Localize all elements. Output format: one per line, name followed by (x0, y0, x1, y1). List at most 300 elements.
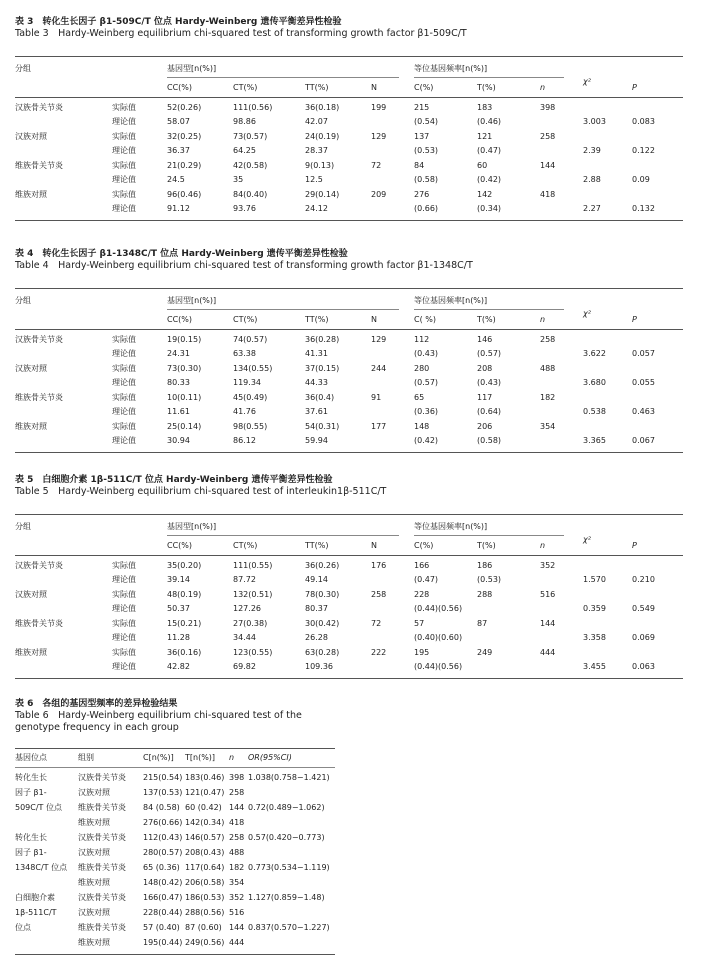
table-rule (15, 555, 683, 556)
actual-tt: 63(0.28) (305, 648, 340, 657)
row-n: 182 (229, 863, 245, 872)
actual-c: 166 (414, 561, 430, 570)
actual-tt: 24(0.19) (305, 132, 340, 141)
actual-n1: 177 (371, 422, 387, 431)
row-group: 维族骨关节炎 (78, 923, 126, 932)
actual-tt: 37(0.15) (305, 364, 340, 373)
row-n: 352 (229, 893, 245, 902)
row-t: 206(0.58) (185, 878, 225, 887)
actual-c: 228 (414, 590, 430, 599)
theory-t: (0.57) (477, 349, 502, 358)
row-n: 418 (229, 818, 245, 827)
theory-c: (0.40)(0.60) (414, 633, 463, 642)
header-ct: CT(%) (233, 315, 258, 324)
theory-ct: 34.44 (233, 633, 256, 642)
table-rule (15, 767, 335, 768)
header-allele: 等位基因频率[n(%)] (414, 522, 488, 531)
header-p: P (632, 83, 637, 92)
actual-ct: 73(0.57) (233, 132, 268, 141)
row-c: 166(0.47) (143, 893, 183, 902)
actual-n1: 222 (371, 648, 387, 657)
actual-ct: 98(0.55) (233, 422, 268, 431)
row-t: 121(0.47) (185, 788, 225, 797)
theory-tt: 109.36 (305, 662, 333, 671)
actual-c: 280 (414, 364, 430, 373)
theory-t: (0.46) (477, 117, 502, 126)
row-c: 148(0.42) (143, 878, 183, 887)
group-name: 汉族对照 (15, 590, 47, 599)
actual-t: 121 (477, 132, 493, 141)
theory-cc: 58.07 (167, 117, 190, 126)
row-label-theory: 理论值 (112, 378, 136, 387)
row-t: 60 (0.42) (185, 803, 222, 812)
actual-cc: 48(0.19) (167, 590, 202, 599)
actual-ct: 123(0.55) (233, 648, 273, 657)
theory-chi: 2.27 (583, 204, 601, 213)
actual-t: 117 (477, 393, 493, 402)
header-t: T(%) (477, 83, 496, 92)
theory-tt: 59.94 (305, 436, 328, 445)
table-rule (15, 220, 683, 221)
theory-tt: 26.28 (305, 633, 328, 642)
row-locus: 转化生长 (15, 773, 47, 782)
theory-t: (0.43) (477, 378, 502, 387)
header-genotype: 基因型[n(%)] (167, 296, 217, 305)
table-rule (167, 77, 399, 78)
actual-t: 206 (477, 422, 493, 431)
theory-ct: 127.26 (233, 604, 261, 613)
header-ct: CT(%) (233, 83, 258, 92)
row-n: 144 (229, 923, 245, 932)
theory-c: (0.36) (414, 407, 439, 416)
row-n: 258 (229, 833, 245, 842)
row-t: 142(0.34) (185, 818, 225, 827)
row-label-actual: 实际值 (112, 648, 136, 657)
theory-c: (0.47) (414, 575, 439, 584)
actual-c: 195 (414, 648, 430, 657)
theory-chi: 0.538 (583, 407, 606, 416)
table-rule (414, 309, 564, 310)
row-label-theory: 理论值 (112, 349, 136, 358)
row-n: 258 (229, 788, 245, 797)
actual-n2: 418 (540, 190, 556, 199)
row-n: 444 (229, 938, 245, 947)
table-caption-en: Table 6 Hardy-Weinberg equilibrium chi-squared test of the (15, 710, 302, 721)
actual-tt: 54(0.31) (305, 422, 340, 431)
theory-cc: 11.28 (167, 633, 190, 642)
row-label-actual: 实际值 (112, 364, 136, 373)
theory-cc: 24.5 (167, 175, 185, 184)
table-rule (15, 678, 683, 679)
theory-p: 0.210 (632, 575, 655, 584)
actual-c: 84 (414, 161, 425, 170)
row-t: 183(0.46) (185, 773, 225, 782)
header-allele: 等位基因频率[n(%)] (414, 296, 488, 305)
actual-n1: 72 (371, 619, 382, 628)
header-c: C[n(%)] (143, 753, 174, 762)
table-rule (15, 514, 683, 515)
group-name: 维族骨关节炎 (15, 393, 63, 402)
actual-n2: 144 (540, 619, 556, 628)
row-t: 208(0.43) (185, 848, 225, 857)
theory-cc: 80.33 (167, 378, 190, 387)
header-chi-square: χ² (583, 535, 591, 544)
table-rule (167, 535, 399, 536)
row-label-theory: 理论值 (112, 204, 136, 213)
header-genotype: 基因型[n(%)] (167, 522, 217, 531)
actual-cc: 15(0.21) (167, 619, 202, 628)
actual-cc: 19(0.15) (167, 335, 202, 344)
row-locus: 1348C/T 位点 (15, 863, 68, 872)
row-c: 228(0.44) (143, 908, 183, 917)
row-c: 195(0.44) (143, 938, 183, 947)
actual-ct: 132(0.51) (233, 590, 273, 599)
row-label-theory: 理论值 (112, 117, 136, 126)
header-n1: N (371, 315, 377, 324)
row-group: 汉族对照 (78, 848, 110, 857)
actual-c: 276 (414, 190, 430, 199)
group-name: 汉族骨关节炎 (15, 335, 63, 344)
row-label-theory: 理论值 (112, 662, 136, 671)
row-label-actual: 实际值 (112, 335, 136, 344)
row-label-theory: 理论值 (112, 436, 136, 445)
row-label-theory: 理论值 (112, 407, 136, 416)
row-group: 维族骨关节炎 (78, 863, 126, 872)
theory-ct: 86.12 (233, 436, 256, 445)
theory-p: 0.09 (632, 175, 650, 184)
row-n: 516 (229, 908, 245, 917)
actual-t: 183 (477, 103, 493, 112)
actual-tt: 36(0.26) (305, 561, 340, 570)
row-label-actual: 实际值 (112, 590, 136, 599)
actual-t: 146 (477, 335, 493, 344)
theory-c: (0.43) (414, 349, 439, 358)
actual-ct: 42(0.58) (233, 161, 268, 170)
row-label-theory: 理论值 (112, 575, 136, 584)
row-or: 0.72(0.489−1.062) (248, 803, 325, 812)
group-name: 维族对照 (15, 648, 47, 657)
header-n1: N (371, 83, 377, 92)
group-name: 维族对照 (15, 190, 47, 199)
actual-cc: 52(0.26) (167, 103, 202, 112)
header-or: OR(95%CI) (248, 753, 292, 762)
table-rule (15, 288, 683, 289)
theory-p: 0.055 (632, 378, 655, 387)
theory-chi: 2.39 (583, 146, 601, 155)
table-6 (15, 698, 335, 966)
theory-p: 0.132 (632, 204, 655, 213)
row-label-theory: 理论值 (112, 146, 136, 155)
table-rule (167, 309, 399, 310)
row-group: 维族对照 (78, 878, 110, 887)
table-4 (15, 248, 683, 462)
actual-ct: 111(0.56) (233, 103, 273, 112)
table-caption-zh: 表 4 转化生长因子 β1-1348C/T 位点 Hardy-Weinberg 遗传平衡差异性检验 (15, 249, 348, 259)
row-c: 65 (0.36) (143, 863, 180, 872)
table-rule (15, 954, 335, 955)
actual-t: 249 (477, 648, 493, 657)
theory-ct: 119.34 (233, 378, 261, 387)
row-n: 354 (229, 878, 245, 887)
row-group: 汉族骨关节炎 (78, 833, 126, 842)
actual-n1: 199 (371, 103, 387, 112)
theory-c: (0.57) (414, 378, 439, 387)
row-or: 0.773(0.534−1.119) (248, 863, 330, 872)
table-3 (15, 16, 683, 230)
group-name: 汉族对照 (15, 364, 47, 373)
table-caption-zh: 表 3 转化生长因子 β1-509C/T 位点 Hardy-Weinberg 遗传平衡差异性检验 (15, 17, 342, 27)
actual-ct: 74(0.57) (233, 335, 268, 344)
row-label-actual: 实际值 (112, 422, 136, 431)
actual-t: 288 (477, 590, 493, 599)
actual-c: 112 (414, 335, 430, 344)
theory-tt: 44.33 (305, 378, 328, 387)
actual-tt: 36(0.18) (305, 103, 340, 112)
theory-tt: 12.5 (305, 175, 323, 184)
theory-p: 0.057 (632, 349, 655, 358)
theory-chi: 0.359 (583, 604, 606, 613)
row-t: 288(0.56) (185, 908, 225, 917)
row-label-theory: 理论值 (112, 175, 136, 184)
row-locus: 转化生长 (15, 833, 47, 842)
actual-t: 186 (477, 561, 493, 570)
actual-cc: 36(0.16) (167, 648, 202, 657)
header-cc: CC(%) (167, 315, 193, 324)
actual-c: 57 (414, 619, 425, 628)
theory-cc: 42.82 (167, 662, 190, 671)
table-caption-en-line2: genotype frequency in each group (15, 722, 179, 733)
row-group: 汉族骨关节炎 (78, 893, 126, 902)
theory-t: (0.47) (477, 146, 502, 155)
header-chi-square: χ² (583, 77, 591, 86)
header-t: T(%) (477, 541, 496, 550)
row-locus: 509C/T 位点 (15, 803, 62, 812)
theory-p: 0.067 (632, 436, 655, 445)
actual-n2: 258 (540, 335, 556, 344)
actual-tt: 9(0.13) (305, 161, 335, 170)
actual-cc: 96(0.46) (167, 190, 202, 199)
actual-n1: 176 (371, 561, 387, 570)
group-name: 汉族骨关节炎 (15, 561, 63, 570)
theory-chi: 2.88 (583, 175, 601, 184)
theory-cc: 30.94 (167, 436, 190, 445)
row-c: 280(0.57) (143, 848, 183, 857)
row-locus: 1β-511C/T (15, 908, 57, 917)
theory-t: (0.42) (477, 175, 502, 184)
theory-c: (0.66) (414, 204, 439, 213)
actual-ct: 84(0.40) (233, 190, 268, 199)
theory-c: (0.53) (414, 146, 439, 155)
row-t: 87 (0.60) (185, 923, 222, 932)
header-c: C(%) (414, 541, 434, 550)
actual-tt: 29(0.14) (305, 190, 340, 199)
actual-n1: 91 (371, 393, 382, 402)
header-n: n (229, 753, 235, 762)
theory-p: 0.063 (632, 662, 655, 671)
group-name: 汉族骨关节炎 (15, 103, 63, 112)
theory-chi: 3.358 (583, 633, 606, 642)
row-label-actual: 实际值 (112, 619, 136, 628)
row-t: 249(0.56) (185, 938, 225, 947)
header-p: P (632, 315, 637, 324)
header-tt: TT(%) (305, 83, 329, 92)
row-group: 汉族骨关节炎 (78, 773, 126, 782)
actual-cc: 73(0.30) (167, 364, 202, 373)
theory-tt: 49.14 (305, 575, 328, 584)
group-name: 汉族对照 (15, 132, 47, 141)
actual-n2: 444 (540, 648, 556, 657)
row-label-theory: 理论值 (112, 633, 136, 642)
header-group: 分组 (15, 522, 31, 531)
actual-tt: 30(0.42) (305, 619, 340, 628)
actual-n1: 244 (371, 364, 387, 373)
group-name: 维族骨关节炎 (15, 619, 63, 628)
theory-tt: 41.31 (305, 349, 328, 358)
header-tt: TT(%) (305, 315, 329, 324)
row-c: 84 (0.58) (143, 803, 180, 812)
row-t: 146(0.57) (185, 833, 225, 842)
actual-n1: 209 (371, 190, 387, 199)
theory-ct: 41.76 (233, 407, 256, 416)
header-cc: CC(%) (167, 541, 193, 550)
table-rule (414, 535, 564, 536)
actual-n1: 129 (371, 132, 387, 141)
theory-p: 0.083 (632, 117, 655, 126)
table-5 (15, 474, 683, 688)
theory-p: 0.549 (632, 604, 655, 613)
group-name: 维族对照 (15, 422, 47, 431)
header-allele: 等位基因频率[n(%)] (414, 64, 488, 73)
header-c: C(%) (414, 83, 434, 92)
row-or: 0.837(0.570−1.227) (248, 923, 330, 932)
actual-c: 137 (414, 132, 430, 141)
header-tt: TT(%) (305, 541, 329, 550)
row-locus: 因子 β1- (15, 848, 47, 857)
header-c: C( %) (414, 315, 436, 324)
actual-n2: 258 (540, 132, 556, 141)
row-c: 112(0.43) (143, 833, 183, 842)
theory-ct: 98.86 (233, 117, 256, 126)
theory-t: (0.34) (477, 204, 502, 213)
table-caption-en: Table 5 Hardy-Weinberg equilibrium chi-squared test of interleukin1β-511C/T (15, 486, 387, 497)
row-label-actual: 实际值 (112, 561, 136, 570)
actual-n2: 516 (540, 590, 556, 599)
actual-t: 208 (477, 364, 493, 373)
header-p: P (632, 541, 637, 550)
theory-tt: 80.37 (305, 604, 328, 613)
table-rule (15, 329, 683, 330)
row-group: 维族骨关节炎 (78, 803, 126, 812)
theory-c: (0.44)(0.56) (414, 604, 463, 613)
row-label-theory: 理论值 (112, 604, 136, 613)
row-locus: 白细胞介素 (15, 893, 55, 902)
row-n: 144 (229, 803, 245, 812)
header-locus: 基因位点 (15, 753, 47, 762)
actual-n1: 258 (371, 590, 387, 599)
table-rule (15, 56, 683, 57)
table-rule (414, 77, 564, 78)
theory-ct: 93.76 (233, 204, 256, 213)
actual-tt: 36(0.4) (305, 393, 335, 402)
actual-c: 215 (414, 103, 430, 112)
theory-chi: 3.003 (583, 117, 606, 126)
actual-n2: 354 (540, 422, 556, 431)
theory-cc: 91.12 (167, 204, 190, 213)
actual-cc: 25(0.14) (167, 422, 202, 431)
actual-ct: 134(0.55) (233, 364, 273, 373)
table-caption-zh: 表 5 白细胞介素 1β-511C/T 位点 Hardy-Weinberg 遗传平衡差异性检验 (15, 475, 333, 485)
header-t: T(%) (477, 315, 496, 324)
header-group: 分组 (15, 64, 31, 73)
theory-c: (0.42) (414, 436, 439, 445)
row-group: 汉族对照 (78, 908, 110, 917)
row-or: 1.038(0.758−1.421) (248, 773, 330, 782)
group-name: 维族骨关节炎 (15, 161, 63, 170)
header-genotype: 基因型[n(%)] (167, 64, 217, 73)
row-locus: 因子 β1- (15, 788, 47, 797)
theory-cc: 39.14 (167, 575, 190, 584)
row-locus: 位点 (15, 923, 31, 932)
row-n: 488 (229, 848, 245, 857)
theory-p: 0.463 (632, 407, 655, 416)
actual-tt: 36(0.28) (305, 335, 340, 344)
theory-chi: 3.365 (583, 436, 606, 445)
theory-chi: 3.622 (583, 349, 606, 358)
theory-chi: 3.680 (583, 378, 606, 387)
actual-ct: 111(0.55) (233, 561, 273, 570)
theory-tt: 37.61 (305, 407, 328, 416)
theory-ct: 35 (233, 175, 244, 184)
row-group: 汉族对照 (78, 788, 110, 797)
header-ct: CT(%) (233, 541, 258, 550)
actual-n1: 129 (371, 335, 387, 344)
header-chi-square: χ² (583, 309, 591, 318)
actual-cc: 32(0.25) (167, 132, 202, 141)
row-or: 0.57(0.420−0.773) (248, 833, 325, 842)
theory-ct: 64.25 (233, 146, 256, 155)
theory-ct: 63.38 (233, 349, 256, 358)
theory-p: 0.122 (632, 146, 655, 155)
theory-chi: 1.570 (583, 575, 606, 584)
row-label-actual: 实际值 (112, 132, 136, 141)
theory-tt: 42.07 (305, 117, 328, 126)
theory-c: (0.54) (414, 117, 439, 126)
actual-n2: 352 (540, 561, 556, 570)
actual-cc: 10(0.11) (167, 393, 202, 402)
row-label-actual: 实际值 (112, 161, 136, 170)
row-label-actual: 实际值 (112, 393, 136, 402)
actual-cc: 21(0.29) (167, 161, 202, 170)
actual-c: 148 (414, 422, 430, 431)
theory-cc: 50.37 (167, 604, 190, 613)
actual-n2: 182 (540, 393, 556, 402)
header-n2: n (540, 83, 546, 92)
theory-p: 0.069 (632, 633, 655, 642)
theory-chi: 3.455 (583, 662, 606, 671)
row-or: 1.127(0.859−1.48) (248, 893, 325, 902)
actual-ct: 45(0.49) (233, 393, 268, 402)
theory-t: (0.64) (477, 407, 502, 416)
theory-c: (0.58) (414, 175, 439, 184)
header-cc: CC(%) (167, 83, 193, 92)
actual-ct: 27(0.38) (233, 619, 268, 628)
table-rule (15, 452, 683, 453)
theory-tt: 24.12 (305, 204, 328, 213)
actual-t: 60 (477, 161, 488, 170)
row-n: 398 (229, 773, 245, 782)
row-group: 维族对照 (78, 818, 110, 827)
theory-t: (0.53) (477, 575, 502, 584)
